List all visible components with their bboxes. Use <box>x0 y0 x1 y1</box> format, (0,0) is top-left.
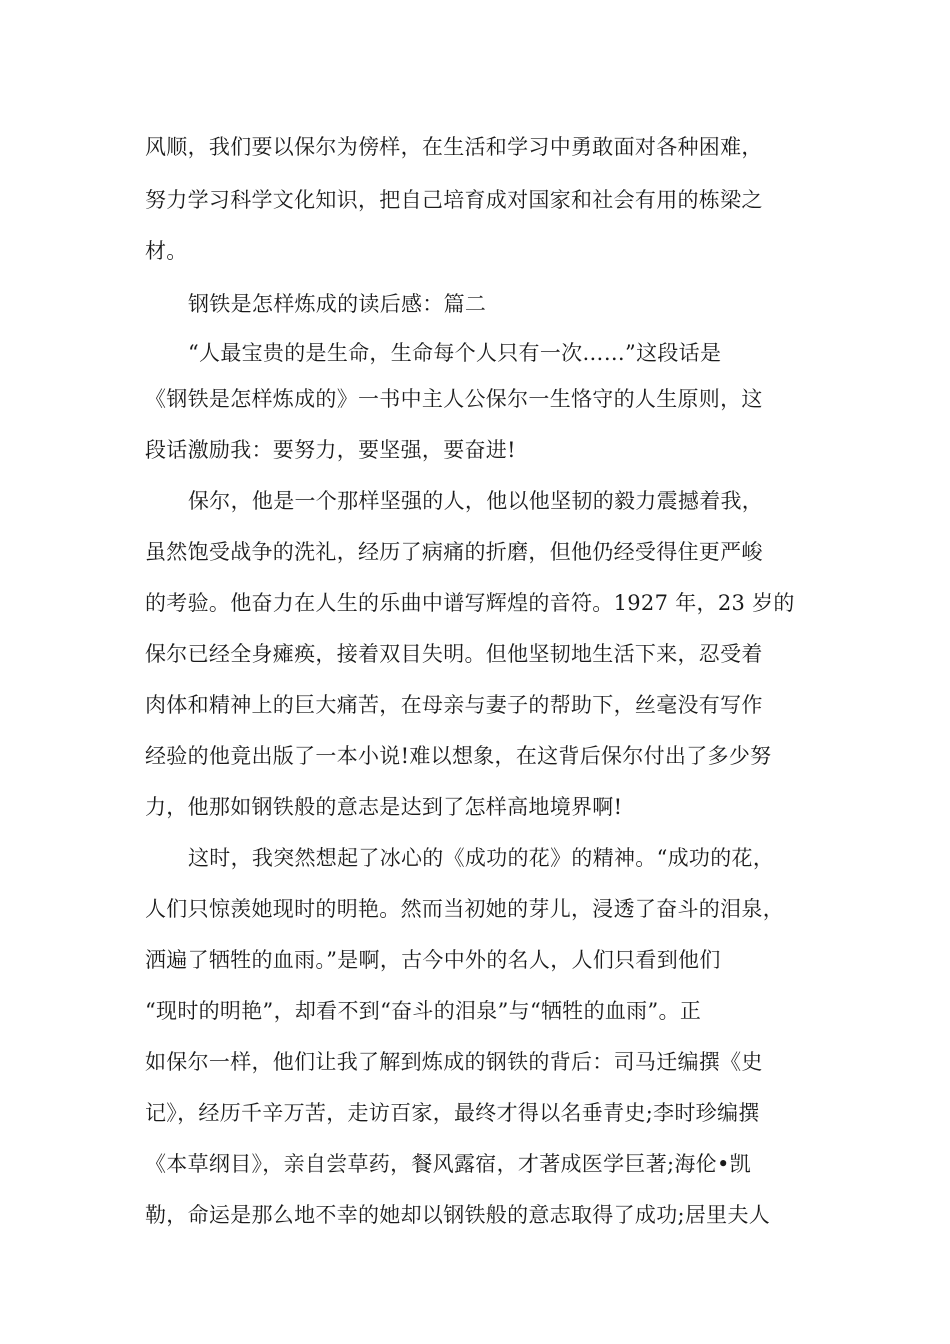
text-line: 《钢铁是怎样炼成的》一书中主人公保尔一生恪守的人生原则，这 <box>145 387 763 411</box>
text-line: 经验的他竟出版了一本小说!难以想象，在这背后保尔付出了多少努 <box>145 744 772 768</box>
text-line: 洒遍了牺牲的血雨。”是啊，古今中外的名人，人们只看到他们 <box>145 948 721 972</box>
text-line: 力，他那如钢铁般的意志是达到了怎样高地境界啊! <box>145 795 623 819</box>
section-heading: 钢铁是怎样炼成的读后感：篇二 <box>188 292 487 316</box>
text-line: 段话激励我：要努力，要坚强，要奋进! <box>145 438 516 462</box>
text-line: 《本草纲目》，亲自尝草药，餐风露宿，才著成医学巨著;海伦•凯 <box>145 1152 751 1176</box>
text-line: “人最宝贵的是生命，生命每个人只有一次……”这段话是 <box>188 341 722 365</box>
text-line: 记》，经历千辛万苦，走访百家，最终才得以名垂青史;李时珍编撰 <box>145 1101 760 1125</box>
text-line: 如保尔一样，他们让我了解到炼成的钢铁的背后：司马迁编撰《史 <box>145 1050 763 1074</box>
text-line: 材。 <box>145 239 188 263</box>
text-line: 的考验。他奋力在人生的乐曲中谱写辉煌的音符。1927 年，23 岁的 <box>145 591 795 615</box>
text-line: 保尔已经全身瘫痪，接着双目失明。但他坚韧地生活下来，忍受着 <box>145 642 763 666</box>
text-line: 这时，我突然想起了冰心的《成功的花》的精神。“成功的花， <box>188 846 775 870</box>
text-line: 努力学习科学文化知识，把自己培育成对国家和社会有用的栋梁之 <box>145 188 763 212</box>
text-line: 虽然饱受战争的洗礼，经历了病痛的折磨，但他仍经受得住更严峻 <box>145 540 763 564</box>
text-line: “现时的明艳”，却看不到“奋斗的泪泉”与“牺牲的血雨”。正 <box>145 999 702 1023</box>
text-line: 人们只惊羡她现时的明艳。然而当初她的芽儿，浸透了奋斗的泪泉， <box>145 897 784 921</box>
text-line: 风顺，我们要以保尔为傍样，在生活和学习中勇敢面对各种困难， <box>145 135 763 159</box>
text-line: 勒，命运是那么地不幸的她却以钢铁般的意志取得了成功;居里夫人 <box>145 1203 771 1227</box>
text-line: 肉体和精神上的巨大痛苦，在母亲与妻子的帮助下，丝毫没有写作 <box>145 693 763 717</box>
text-line: 保尔，他是一个那样坚强的人，他以他坚韧的毅力震撼着我， <box>188 489 764 513</box>
